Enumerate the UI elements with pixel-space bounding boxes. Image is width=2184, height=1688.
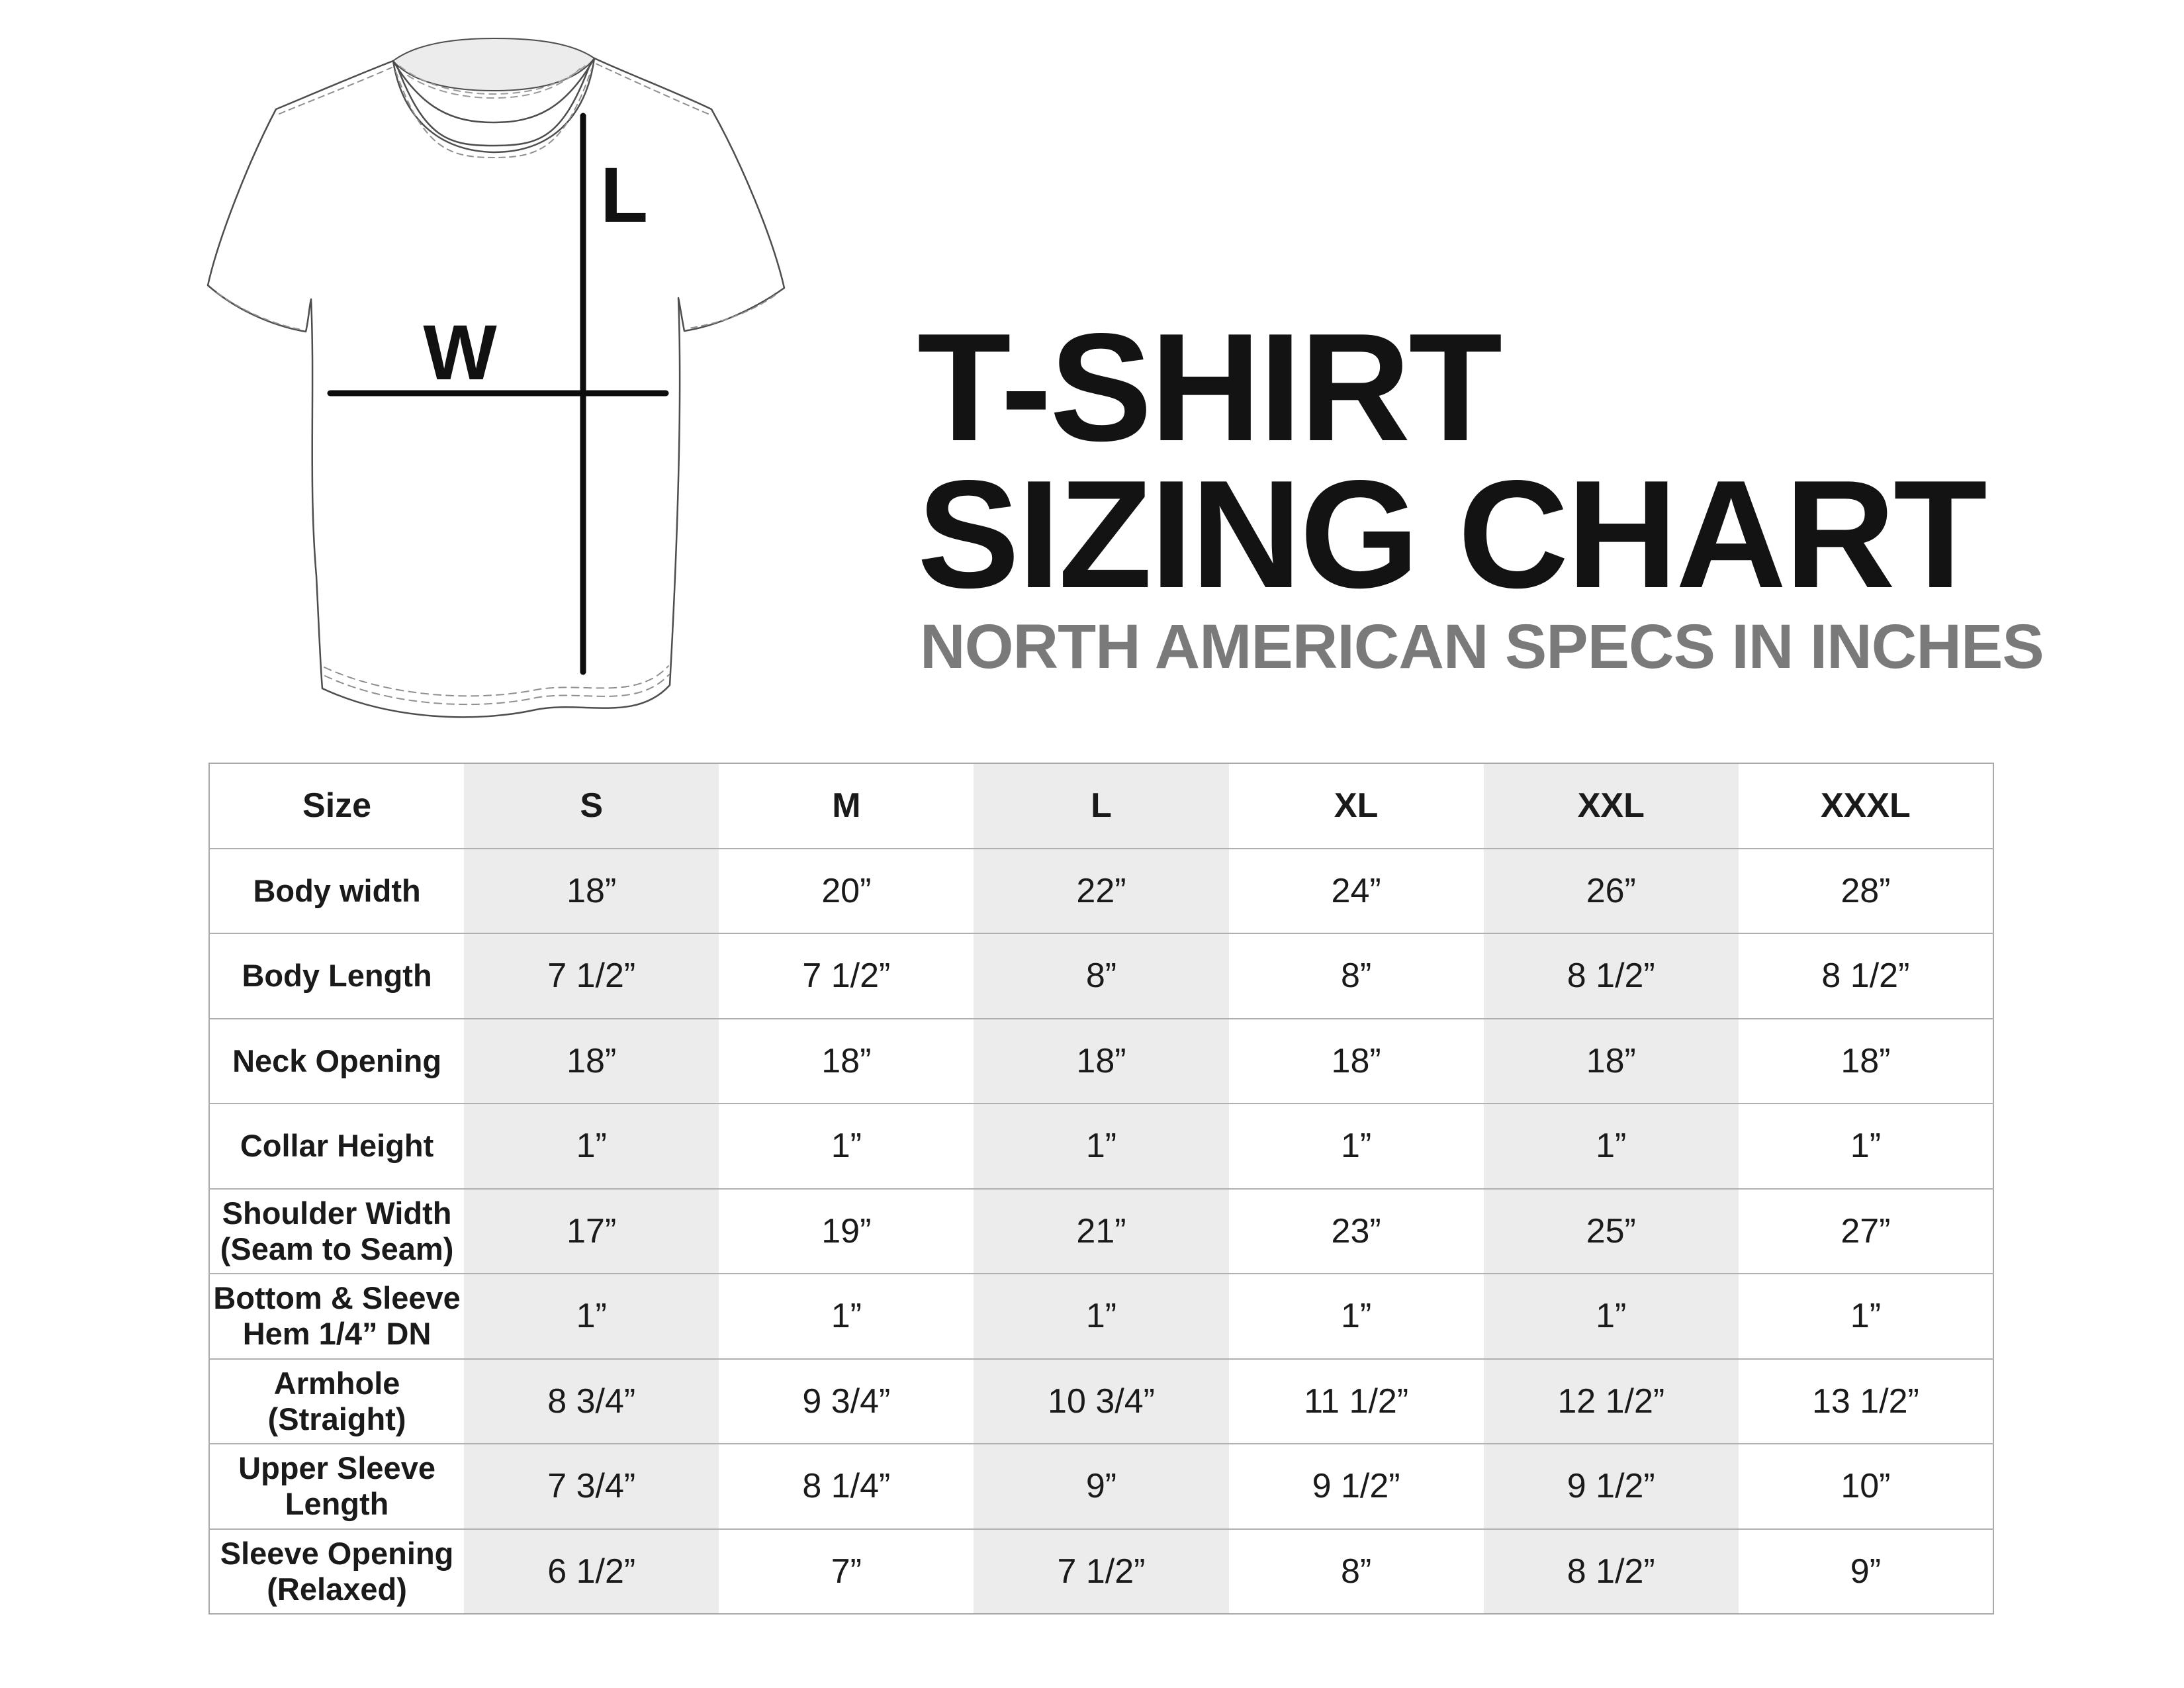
header-row [209, 763, 1993, 849]
size-value: 18” [1739, 1019, 1993, 1104]
table-row [209, 1529, 1993, 1615]
size-value: 9 1/2” [1229, 1444, 1484, 1529]
size-value: 17” [464, 1189, 719, 1274]
measurement-label-line: Body width [253, 872, 421, 908]
size-value: 8 3/4” [464, 1359, 719, 1444]
table-row [209, 849, 1993, 934]
size-column-header: XL [1334, 786, 1379, 825]
table-row [209, 1444, 1993, 1529]
measurement-label [209, 849, 464, 934]
size-value: 11 1/2” [1229, 1359, 1484, 1444]
size-value: 8 1/2” [1739, 933, 1993, 1019]
size-value: 1” [1229, 1103, 1484, 1189]
size-value: 6 1/2” [464, 1529, 719, 1615]
measurement-label-line: Neck Opening [232, 1043, 442, 1078]
size-value: 19” [719, 1189, 974, 1274]
size-value: 1” [719, 1103, 974, 1189]
measurement-label-line: Collar Height [240, 1128, 434, 1164]
page-title-line1: T-SHIRT [917, 302, 1501, 473]
size-column-header: L [974, 763, 1228, 849]
measurement-label-line: (Straight) [267, 1401, 406, 1436]
size-value: 1” [974, 1103, 1228, 1189]
measurement-label-line: Hem 1/4” DN [242, 1316, 432, 1352]
size-value: 25” [1484, 1189, 1739, 1274]
measurement-label [209, 1189, 464, 1274]
size-value: 24” [1229, 849, 1484, 934]
measurement-label [209, 1103, 464, 1189]
sizing-table [208, 763, 1994, 1615]
size-value: 7 1/2” [974, 1529, 1228, 1615]
size-value: 21” [974, 1189, 1228, 1274]
sizing-table-header [209, 763, 1993, 849]
size-value: 22” [974, 849, 1228, 934]
table-row [209, 1359, 1993, 1444]
table-row [209, 1019, 1993, 1104]
size-column-header: M [832, 786, 861, 825]
size-value: 1” [1739, 1103, 1993, 1189]
size-value: 20” [719, 849, 974, 934]
size-value: 8 1/2” [1484, 933, 1739, 1019]
size-value: 7 1/2” [719, 933, 974, 1019]
size-value: 7” [719, 1529, 974, 1615]
size-value: 23” [1229, 1189, 1484, 1274]
size-value: 8” [974, 933, 1228, 1019]
size-value: 18” [464, 1019, 719, 1104]
size-value: 8” [1229, 933, 1484, 1019]
size-value: 1” [1484, 1103, 1739, 1189]
size-value: 18” [1484, 1019, 1739, 1104]
size-column-header: XXL [1484, 763, 1739, 849]
measurement-label [209, 1019, 464, 1104]
size-value: 10” [1739, 1444, 1993, 1529]
size-value: 1” [464, 1274, 719, 1359]
size-value: 12 1/2” [1484, 1359, 1739, 1444]
page-title-line2: SIZING CHART [917, 449, 1985, 620]
measurement-label-line: Length [285, 1486, 389, 1522]
size-value: 9” [1739, 1529, 1993, 1615]
size-value: 26” [1484, 849, 1739, 934]
size-value: 8” [1229, 1529, 1484, 1615]
size-value: 1” [974, 1274, 1228, 1359]
size-value: 18” [464, 849, 719, 934]
tshirt-drawing [179, 20, 807, 728]
measurement-label [209, 933, 464, 1019]
length-label: L [600, 152, 649, 239]
size-value: 9 1/2” [1484, 1444, 1739, 1529]
sizing-table-body [209, 849, 1993, 1615]
measurement-label-line: Upper Sleeve [238, 1450, 435, 1486]
size-value: 10 3/4” [974, 1359, 1228, 1444]
measurement-label-line: Shoulder Width [222, 1195, 452, 1231]
size-value: 18” [719, 1019, 974, 1104]
measurement-label [209, 1444, 464, 1529]
size-value: 1” [1739, 1274, 1993, 1359]
size-value: 18” [1229, 1019, 1484, 1104]
size-value: 1” [1484, 1274, 1739, 1359]
measurement-label-line: Armhole [273, 1365, 400, 1401]
table-row [209, 1274, 1993, 1359]
size-value: 8 1/4” [719, 1444, 974, 1529]
size-value: 28” [1739, 849, 1993, 934]
table-row [209, 933, 1993, 1019]
measurement-label-line: Sleeve Opening [220, 1535, 454, 1571]
measurement-label-line: Bottom & Sleeve [213, 1280, 461, 1316]
size-value: 9” [974, 1444, 1228, 1529]
size-value: 1” [719, 1274, 974, 1359]
size-value: 9 3/4” [719, 1359, 974, 1444]
measurement-label-line: (Relaxed) [267, 1571, 407, 1607]
measurement-label [209, 1529, 464, 1615]
table-row [209, 1103, 1993, 1189]
size-label-header: Size [302, 786, 372, 825]
size-value: 18” [974, 1019, 1228, 1104]
size-column-header: S [464, 763, 719, 849]
width-label: W [423, 309, 497, 397]
measurement-label-line: (Seam to Seam) [220, 1231, 454, 1266]
size-value: 1” [464, 1103, 719, 1189]
size-value: 7 3/4” [464, 1444, 719, 1529]
size-value: 13 1/2” [1739, 1359, 1993, 1444]
table-row [209, 1189, 1993, 1274]
size-value: 27” [1739, 1189, 1993, 1274]
page-subtitle: NORTH AMERICAN SPECS IN INCHES [920, 612, 2044, 682]
measurement-label [209, 1274, 464, 1359]
back-neck-band [393, 38, 594, 91]
size-value: 1” [1229, 1274, 1484, 1359]
size-value: 7 1/2” [464, 933, 719, 1019]
size-value: 8 1/2” [1484, 1529, 1739, 1615]
measurement-label-line: Body Length [242, 958, 432, 994]
measurement-label [209, 1359, 464, 1444]
tshirt-diagram [179, 20, 807, 728]
size-column-header: XXXL [1821, 786, 1911, 825]
